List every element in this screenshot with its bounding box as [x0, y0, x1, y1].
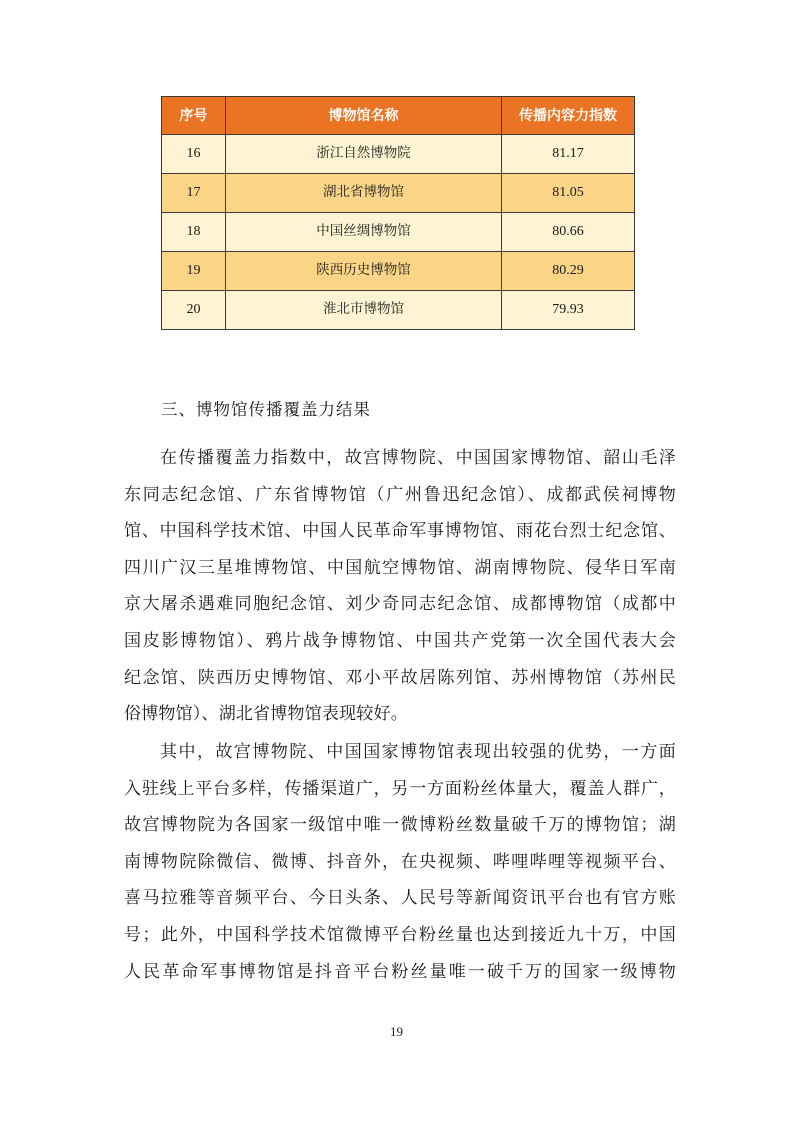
row-museum-name: 中国丝绸博物馆	[226, 213, 502, 252]
paragraph-line: 入驻线上平台多样，传播渠道广，另一方面粉丝体量大，覆盖人群广，	[124, 778, 676, 799]
table-row	[162, 213, 635, 252]
row-museum-name: 陕西历史博物馆	[226, 252, 502, 291]
paragraph-line: 南博物院除微信、微博、抖音外，在央视频、哔哩哔哩等视频平台、	[124, 851, 676, 872]
header-index: 序号	[162, 97, 226, 135]
table-row	[162, 174, 635, 213]
page-number: 19	[390, 1024, 403, 1039]
paragraph-advantages	[124, 734, 676, 990]
header-score: 传播内容力指数	[502, 97, 635, 135]
paragraph-line: 四川广汉三星堆博物馆、中国航空博物馆、湖南博物院、侵华日军南	[124, 557, 676, 578]
row-index: 19	[162, 252, 226, 291]
paragraph-line: 在传播覆盖力指数中，故宫博物院、中国国家博物馆、韶山毛泽	[160, 448, 676, 468]
row-index: 16	[162, 135, 226, 174]
paragraph-line: 馆、中国科学技术馆、中国人民革命军事博物馆、雨花台烈士纪念馆、	[124, 521, 676, 542]
section-heading: 三、博物馆传播覆盖力结果	[161, 400, 371, 419]
paragraph-line: 喜马拉雅等音频平台、今日头条、人民号等新闻资讯平台也有官方账	[124, 888, 676, 909]
row-score: 80.66	[502, 213, 635, 252]
paragraph-line: 东同志纪念馆、广东省博物馆（广州鲁迅纪念馆）、成都武侯祠博物	[124, 484, 676, 505]
paragraph-line: 纪念馆、陕西历史博物馆、邓小平故居陈列馆、苏州博物馆（苏州民	[124, 667, 676, 688]
row-index: 17	[162, 174, 226, 213]
paragraph-line: 其中，故宫博物院、中国国家博物馆表现出较强的优势，一方面	[160, 742, 676, 762]
ranking-table	[161, 96, 635, 330]
table-row	[162, 252, 635, 291]
row-score: 81.17	[502, 135, 635, 174]
table-header-row	[162, 97, 635, 135]
row-index: 20	[162, 291, 226, 330]
paragraph-line: 俗博物馆）、湖北省博物馆表现较好。	[124, 704, 408, 725]
row-museum-name: 湖北省博物馆	[226, 174, 502, 213]
row-score: 81.05	[502, 174, 635, 213]
table-row	[162, 291, 635, 330]
table-row	[162, 135, 635, 174]
paragraph-line: 号；此外，中国科学技术馆微博平台粉丝量也达到接近九十万，中国	[124, 924, 676, 945]
row-score: 79.93	[502, 291, 635, 330]
header-museum-name: 博物馆名称	[226, 97, 502, 135]
paragraph-line: 故宫博物院为各国家一级馆中唯一微博粉丝数量破千万的博物馆；湖	[124, 815, 676, 836]
paragraph-coverage-results	[124, 440, 676, 733]
paragraph-line: 国皮影博物馆）、鸦片战争博物馆、中国共产党第一次全国代表大会	[124, 630, 676, 651]
row-museum-name: 淮北市博物馆	[226, 291, 502, 330]
paragraph-line: 人民革命军事博物馆是抖音平台粉丝量唯一破千万的国家一级博物	[124, 961, 676, 982]
paragraph-line: 京大屠杀遇难同胞纪念馆、刘少奇同志纪念馆、成都博物馆（成都中	[124, 594, 676, 615]
row-index: 18	[162, 213, 226, 252]
row-museum-name: 浙江自然博物院	[226, 135, 502, 174]
row-score: 80.29	[502, 252, 635, 291]
